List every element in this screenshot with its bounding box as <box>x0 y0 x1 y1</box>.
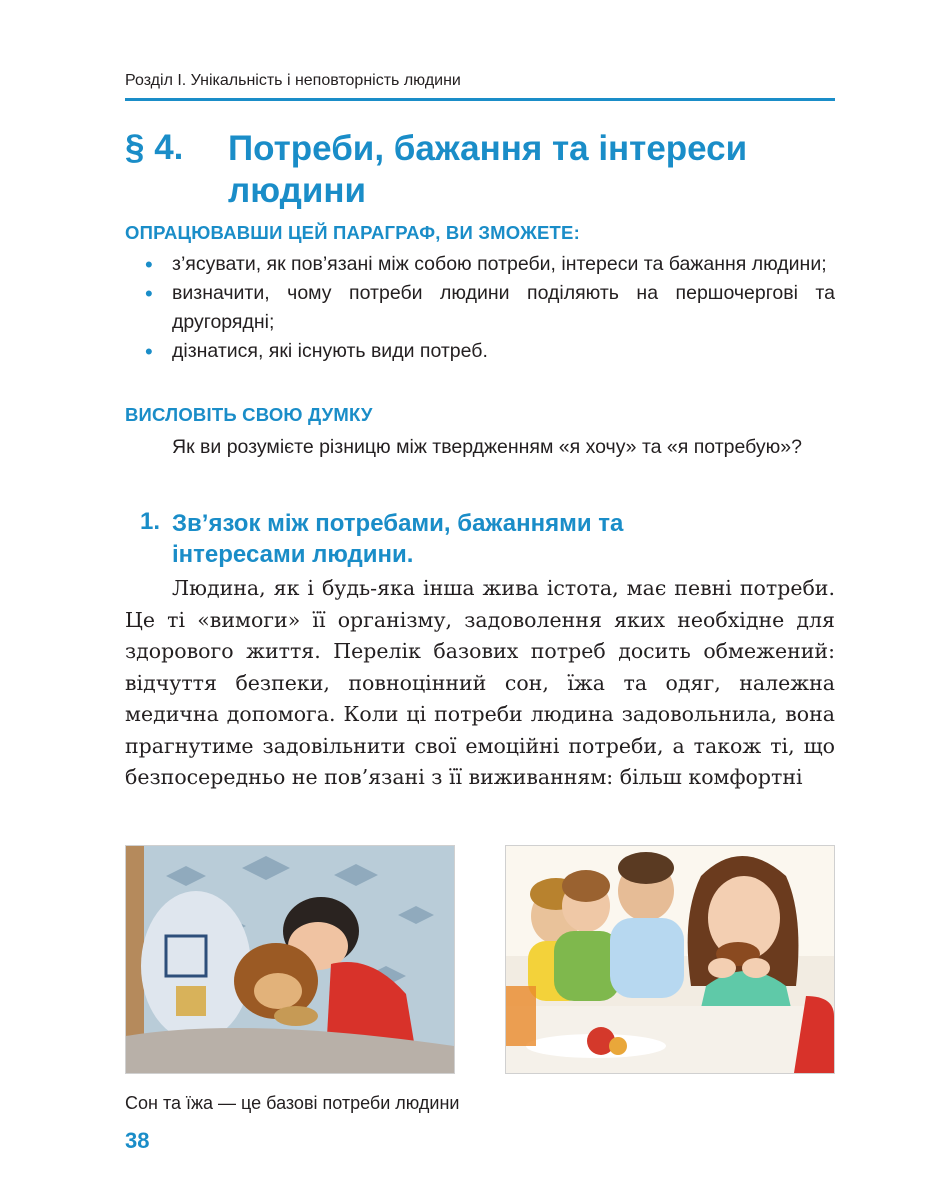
sleeping-boy-illustration <box>126 846 454 1073</box>
eating-children-illustration <box>506 846 834 1073</box>
page-number: 38 <box>125 1128 150 1153</box>
figure-caption: Сон та їжа — це базові потреби людини <box>125 1093 460 1113</box>
goals-heading: ОПРАЦЮВАВШИ ЦЕЙ ПАРАГРАФ, ВИ ЗМОЖЕТЕ: <box>125 222 580 243</box>
opinion-heading: ВИСЛОВІТЬ СВОЮ ДУМКУ <box>125 404 373 425</box>
goal-item <box>145 279 835 337</box>
subsection-number: 1. <box>140 508 161 535</box>
photo-eating-children <box>505 845 835 1074</box>
section-number: § 4. <box>125 128 184 167</box>
body-paragraph: Людина, як і будь-яка інша жива істота, має певні потреби. Це ті «вимоги» її організму, задоволення яких необхідне для здорового життя. Перелік базових потреб досить обмежений: відчуття безпеки, повноцінний сон, їжа та одяг, належна медична допомога. Коли ці потреби людина задовольнила, вона прагнутиме задовільнити свої емоційні потреби, а також ті, що безпосередньо не пов’язані з її виживанням: більш комфортні <box>125 576 835 789</box>
photo-sleeping-boy <box>125 845 455 1074</box>
bullet-icon: • <box>145 281 153 306</box>
opinion-question: Як ви розумієте різницю між твердженням «я хочу» та «я потребую»? <box>172 436 802 458</box>
subsection-title: Зв’язок між потребами, бажаннями та інтересами людини. <box>172 510 624 568</box>
goal-text: визначити, чому потреби людини поділяють на першочергові та другорядні; <box>172 282 835 333</box>
bullet-icon: • <box>145 339 153 364</box>
goal-item <box>145 250 835 279</box>
goal-item <box>145 337 835 366</box>
goal-text: дізнатися, які існують види потреб. <box>172 340 488 362</box>
goals-list <box>145 250 835 366</box>
goal-text: з’ясувати, як пов’язані між собою потреби, інтереси та бажання людини; <box>172 253 827 275</box>
header-rule <box>125 98 835 101</box>
running-head: Розділ І. Унікальність і неповторність людини <box>125 72 461 89</box>
section-title: Потреби, бажання та інтереси людини <box>228 129 748 210</box>
bullet-icon: • <box>145 252 153 277</box>
